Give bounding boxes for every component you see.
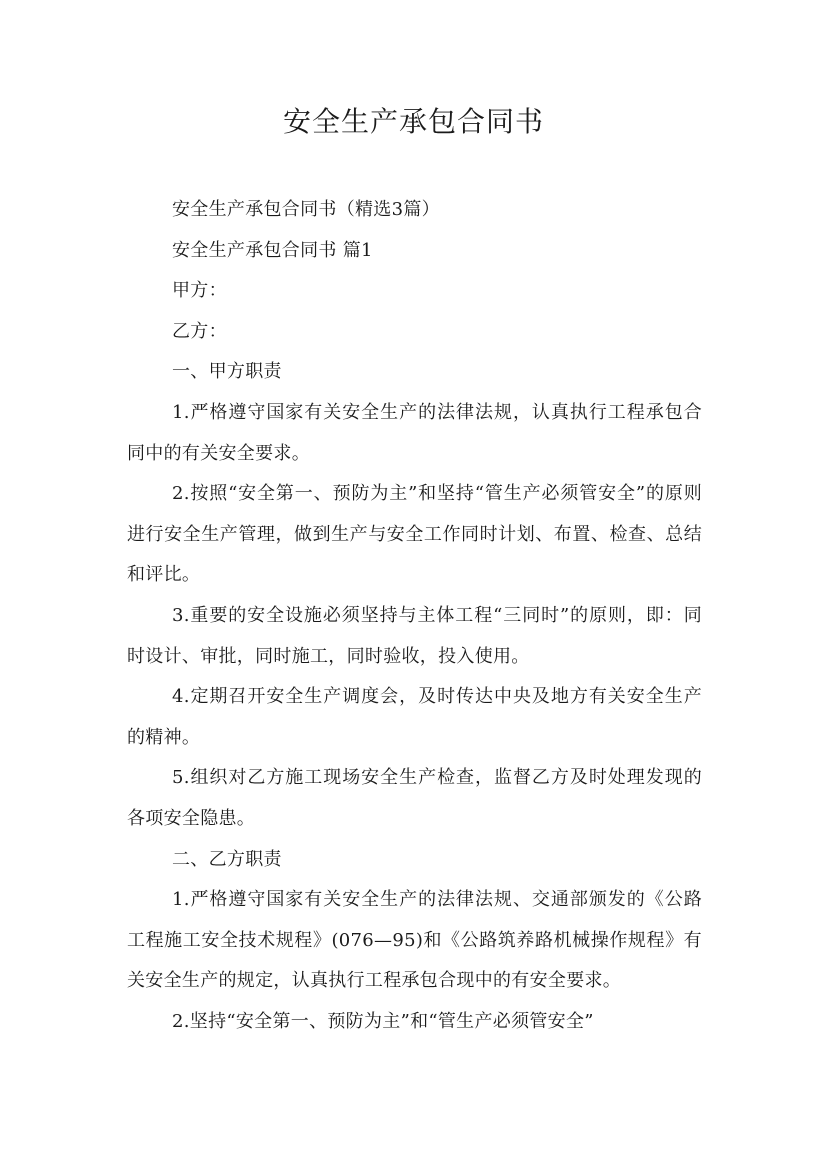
paragraph-party-a: 甲方： xyxy=(172,280,227,302)
paragraph-a-item-2: 2.按照“安全第一、预防为主”和坚持“管生产必须管安全”的原则进行安全生产管理，做到生产与安全工作同时计划、布置、检查、总结和评比。 xyxy=(127,483,702,586)
paragraph-party-b: 乙方： xyxy=(172,320,227,342)
paragraph-part-heading: 安全生产承包合同书 篇1 xyxy=(172,239,373,261)
paragraph-a-item-5: 5.组织对乙方施工现场安全生产检查，监督乙方及时处理发现的各项安全隐患。 xyxy=(127,767,702,829)
paragraph-a-item-4: 4.定期召开安全生产调度会，及时传达中央及地方有关安全生产的精神。 xyxy=(127,686,702,748)
section-heading-party-b-duties: 二、乙方职责 xyxy=(172,848,282,870)
paragraph-a-item-3: 3.重要的安全设施必须坚持与主体工程“三同时”的原则，即：同时设计、审批，同时施工，同时验收，投入使用。 xyxy=(127,604,702,667)
paragraph-b-item-1: 1.严格遵守国家有关安全生产的法律法规、交通部颁发的《公路工程施工安全技术规程》(076—95)和《公路筑养路机械操作规程》有关安全生产的规定，认真执行工程承包合现中的有安全要求。 xyxy=(127,889,702,992)
paragraph-b-item-2: 2.坚持“安全第一、预防为主”和“管生产必须管安全” xyxy=(172,1010,594,1032)
document-body xyxy=(127,190,702,1042)
section-heading-party-a-duties: 一、甲方职责 xyxy=(172,361,282,383)
paragraph-a-item-1: 1.严格遵守国家有关安全生产的法律法规，认真执行工程承包合同中的有关安全要求。 xyxy=(127,401,702,464)
paragraph-subtitle: 安全生产承包合同书（精选3篇） xyxy=(172,199,440,220)
document-title: 安全生产承包合同书 xyxy=(282,105,544,138)
